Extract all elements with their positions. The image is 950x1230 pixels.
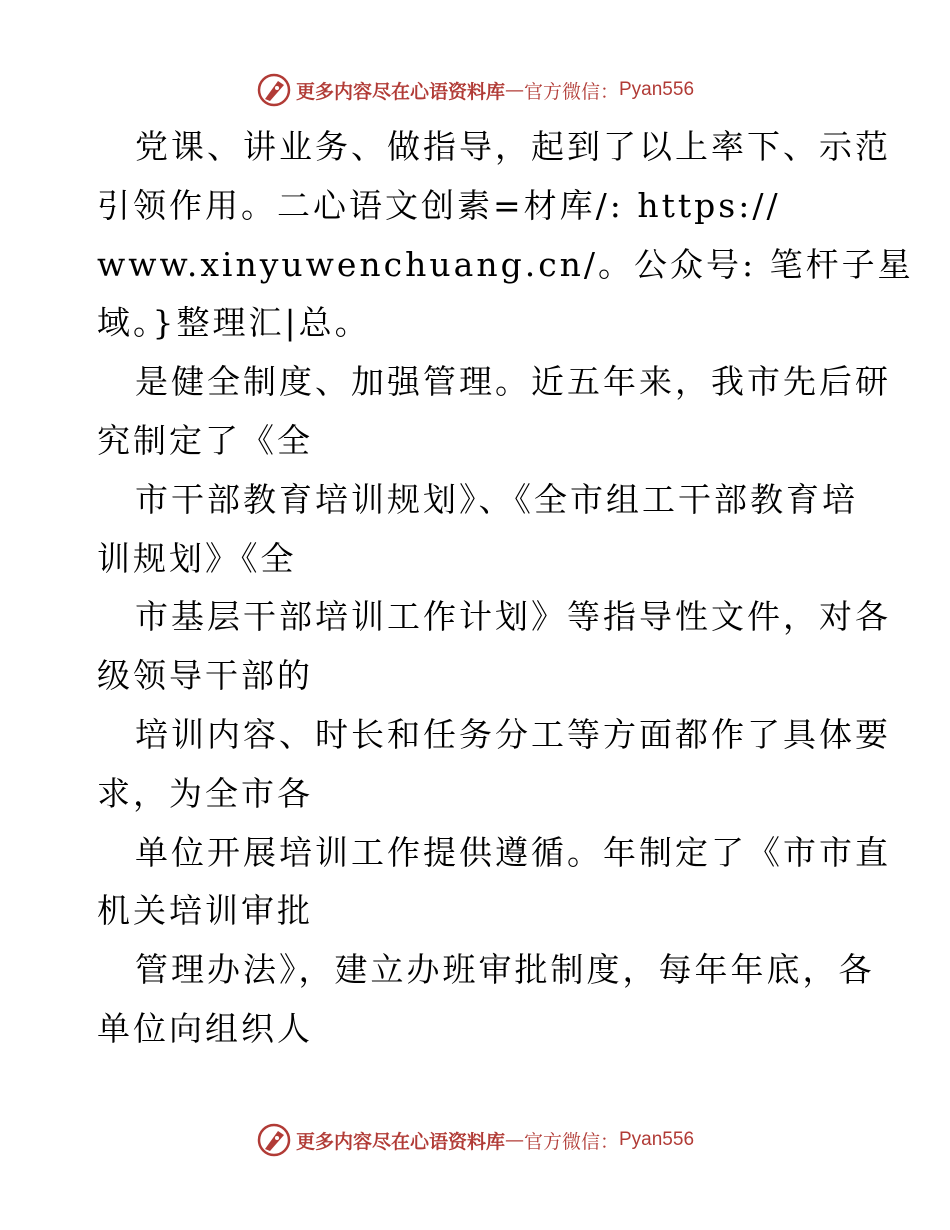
banner-title: 更多内容尽在心语资料库 — [295, 1130, 505, 1153]
text-line: 市基层干部培训工作计划》等指导性文件，对各 — [135, 597, 891, 637]
banner-wechat-label: 官方微信： — [523, 1130, 619, 1153]
banner-dash: — — [504, 1129, 524, 1151]
text-line: 究制定了《全 — [97, 420, 313, 460]
text-line: www.xinyuwenchuang.cn/。公众号: 笔杆子星 — [97, 244, 914, 284]
text-line: 求，为全市各 — [97, 773, 313, 813]
banner-dash: — — [504, 79, 524, 101]
text-line: 管理办法》，建立办班审批制度，每年年底，各 — [135, 950, 875, 990]
document-body — [97, 118, 914, 1059]
text-line: 训规划》《全 — [97, 538, 297, 578]
footer-banner — [0, 1120, 950, 1160]
text-line: 市干部教育培训规划》、《全市组工干部教育培 — [135, 479, 858, 519]
banner-wechat-label: 官方微信： — [523, 80, 619, 103]
text-line: 是健全制度、加强管理。近五年来，我市先后研 — [135, 362, 891, 402]
banner-wechat-id: Pyan556 — [619, 1129, 695, 1150]
text-line: 级领导干部的 — [97, 656, 313, 696]
text-line: 引领作用。二心语文创素=材库/: https:// — [97, 185, 781, 225]
text-line: 机关培训审批 — [97, 891, 313, 931]
banner-title: 更多内容尽在心语资料库 — [295, 80, 505, 103]
header-banner — [0, 70, 950, 110]
text-line: 域。}整理汇|总。 — [97, 303, 371, 343]
text-line: 单位向组织人 — [97, 1008, 313, 1048]
text-line: 党课、讲业务、做指导，起到了以上率下、示范 — [135, 127, 891, 166]
banner-wechat-id: Pyan556 — [619, 79, 695, 100]
pen-nib-logo-icon — [256, 72, 292, 108]
text-line: 单位开展培训工作提供遵循。年制定了《市市直 — [135, 832, 891, 872]
pen-nib-logo-icon — [256, 1122, 292, 1158]
text-line: 培训内容、时长和任务分工等方面都作了具体要 — [135, 714, 891, 754]
